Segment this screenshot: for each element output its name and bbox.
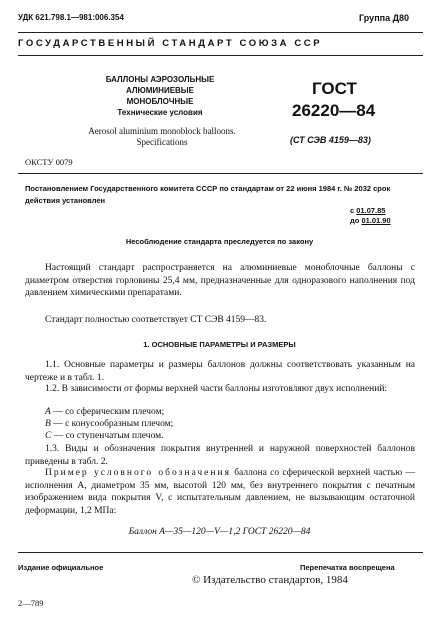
group-code: Группа Д80 xyxy=(359,13,409,23)
title-ru xyxy=(95,74,225,107)
legal-warning: Несоблюдение стандарта преследуется по закону xyxy=(125,237,314,246)
compliance-paragraph: Стандарт полностью соответствует СТ СЭВ 4159—83. xyxy=(45,315,267,325)
intro-paragraph: Настоящий стандарт распространяется на алюминиевые моноблочные баллоны с диаметром отверстия горловины 25,4 мм, предназначенные для одноразового наполнения под давлением химическими препаратами. xyxy=(25,263,415,298)
section-heading: 1. ОСНОВНЫЕ ПАРАМЕТРЫ И РАЗМЕРЫ xyxy=(143,340,296,349)
clause-1-2: 1.2. В зависимости от формы верхней части баллоны изготовляют двух исполнений: xyxy=(45,384,388,394)
clause-1-3: 1.3. Виды и обозначения покрытия внутренней и наружной поверхностей баллонов приведены в табл. 2. xyxy=(25,444,415,467)
gost-label: ГОСТ xyxy=(312,79,357,98)
variant-b-text: — с конусообразным плечом; xyxy=(50,419,174,429)
variant-a xyxy=(25,406,415,419)
variant-a-letter: А xyxy=(45,407,51,417)
footer-divider xyxy=(18,552,423,553)
reprint-notice: Перепечатка воспрещена xyxy=(300,563,395,572)
banner-divider xyxy=(18,55,423,56)
official-edition: Издание официальное xyxy=(18,563,104,572)
effective-from-date: 01.07.85 xyxy=(356,206,386,215)
effective-to-date: 01.01.90 xyxy=(361,216,391,225)
publisher-copyright: © Издательство стандартов, 1984 xyxy=(192,574,348,586)
title-en-line2: Specifications xyxy=(136,137,188,147)
page-code: 2—789 xyxy=(18,598,44,608)
effective-from xyxy=(350,206,385,215)
effective-to-prefix: до xyxy=(350,216,360,225)
designation-example xyxy=(25,467,415,517)
variant-b xyxy=(25,418,415,431)
variant-b-letter: В xyxy=(45,419,51,429)
variant-c-letter: С xyxy=(45,431,52,441)
decree-text: Постановлением Государственного комитета СССР по стандартам от 22 июня 1984 г. № 2032 срок действия установлен xyxy=(25,184,391,205)
variant-c-text: — со ступенчатым плечом. xyxy=(51,431,164,441)
example-heading: Пример условного обозначения xyxy=(45,468,231,478)
gost-number: 26220—84 xyxy=(292,101,376,120)
standard-banner: ГОСУДАРСТВЕННЫЙ СТАНДАРТ СОЮЗА ССР xyxy=(18,38,323,49)
title-en xyxy=(68,126,256,148)
example-text: баллона со сферической верхней частью — исполнения А, диаметром 35 мм, высотой 120 мм, без внутреннего покрытия с печатным изображением вида покрытия V, с испытательным давлением, не вызывающим остаточной деформации, 1,2 МПа: xyxy=(25,468,415,516)
udk-code: УДК 621.798.1—981:006.354 xyxy=(18,13,124,22)
okstu-code: ОКСТУ 0079 xyxy=(25,157,73,167)
title-en-line1: Aerosol aluminium monoblock balloons. xyxy=(88,126,236,136)
variant-c xyxy=(25,430,415,443)
effective-to xyxy=(350,216,391,225)
example-designation: Баллон А—35—120—V—1,2 ГОСТ 26220—84 xyxy=(128,527,311,537)
st-sev-reference: (СТ СЭВ 4159—83) xyxy=(290,135,371,145)
title-ru-line1: БАЛЛОНЫ АЭРОЗОЛЬНЫЕ xyxy=(105,75,215,84)
clause-1-1: 1.1. Основные параметры и размеры баллонов должны соответствовать указанным на чертеже и в табл. 1. xyxy=(25,360,415,383)
title-ru-line2: АЛЮМИНИЕВЫЕ МОНОБЛОЧНЫЕ xyxy=(126,86,194,106)
top-divider xyxy=(18,32,423,33)
variant-a-text: — со сферическим плечом; xyxy=(50,407,165,417)
subtitle-ru: Технические условия xyxy=(117,108,203,117)
decree-divider xyxy=(18,173,423,174)
effective-from-prefix: с xyxy=(350,206,355,215)
